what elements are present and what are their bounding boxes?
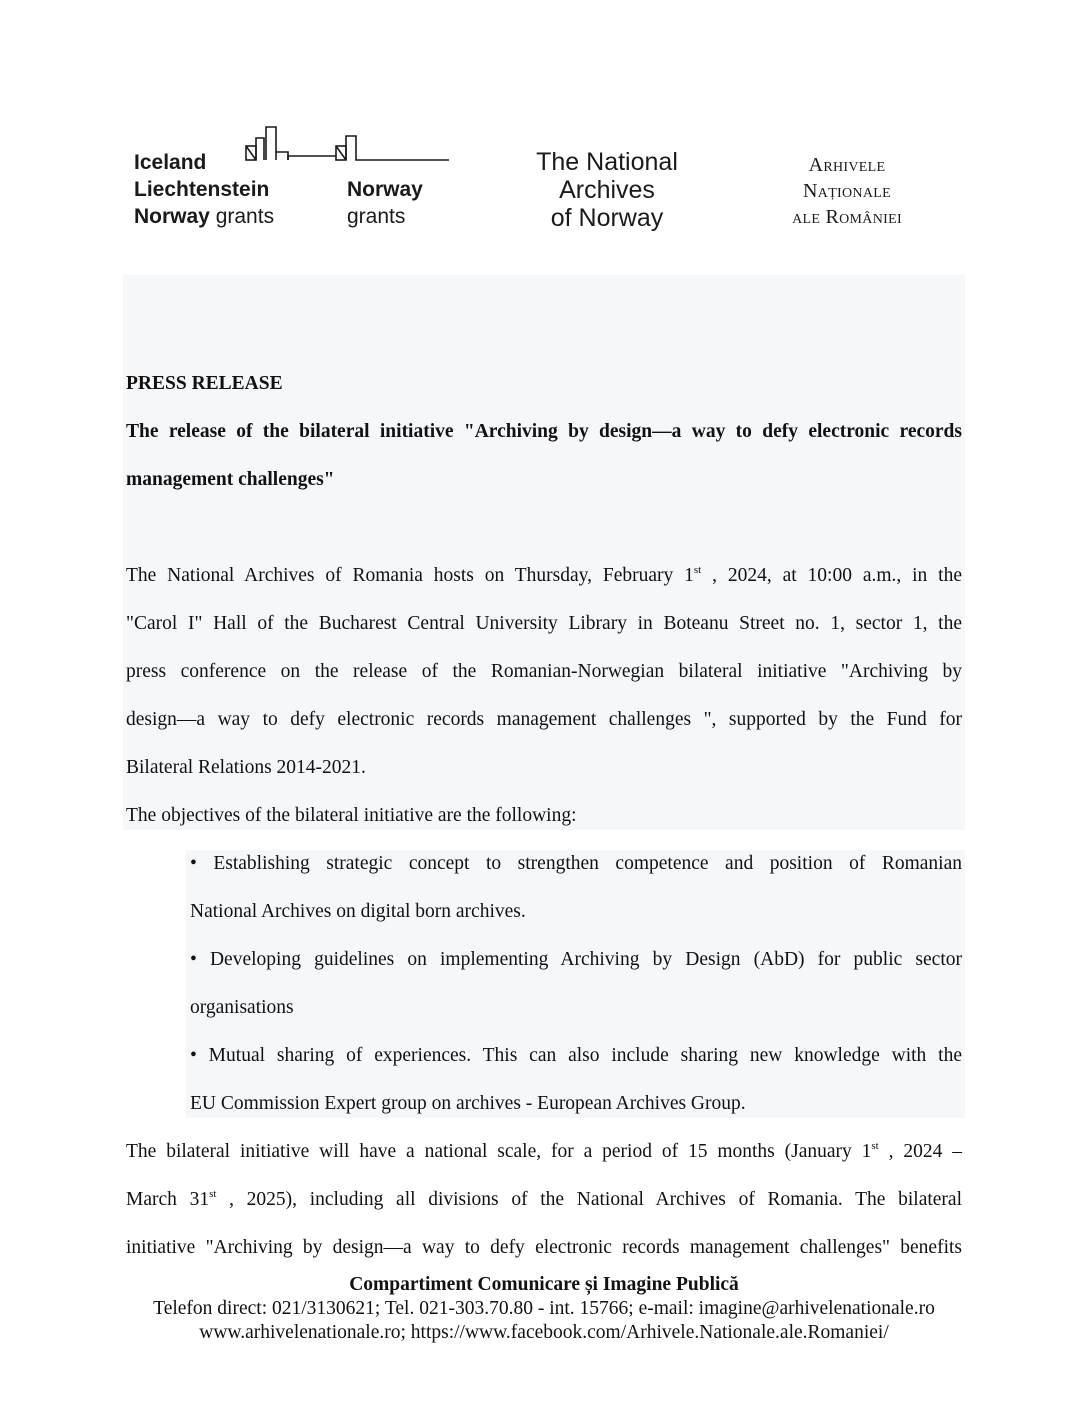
footer-links: www.arhivelenationale.ro; https://www.facebook.com/Arhivele.Nationale.ale.Romaniei/ [199, 1322, 889, 1343]
eea-norway-grants-logo [134, 122, 454, 232]
press-release-label: PRESS RELEASE [126, 373, 283, 394]
eea-logo-liechtenstein: Liechtenstein [134, 178, 270, 201]
p2-line-1: The bilateral initiative will have a national scale, for a period of 15 months (January 1st , 2024 – [126, 1140, 962, 1162]
anr-logo-line-3: ale României [792, 206, 902, 228]
paragraph-scale [126, 1128, 962, 1272]
p1-line-4: design—a way to defy electronic records management challenges ", supported by the Fund for [126, 709, 962, 730]
release-title-line-2: management challenges" [126, 469, 335, 490]
eea-grants-building-icon [244, 124, 454, 164]
eea-logo-iceland: Iceland [134, 151, 207, 174]
list-item: • Establishing strategic concept to strengthen competence and position of Romanian National Archives on digital born archives. [190, 853, 962, 922]
norway-grants-logo-grants: grants [347, 205, 406, 228]
list-item: • Developing guidelines on implementing Archiving by Design (AbD) for public sector organisations [190, 949, 962, 1018]
release-title-line-1: The release of the bilateral initiative "Archiving by design—a way to defy electronic records [126, 421, 962, 442]
national-archives-norway-logo [522, 148, 692, 232]
eea-logo-norway-grants: Norway grants [134, 205, 275, 228]
p2-line-2: March 31st , 2025), including all divisions of the National Archives of Romania. The bilateral [126, 1188, 962, 1210]
p1-line-3: press conference on the release of the Romanian-Norwegian bilateral initiative "Archiving by [126, 661, 962, 682]
footer-department: Compartiment Comunicare și Imagine Publică [349, 1274, 739, 1295]
paragraph-intro [126, 552, 962, 840]
nan-logo-line-3: of Norway [550, 204, 664, 232]
p1-line-1: The National Archives of Romania hosts on Thursday, February 1st , 2024, at 10:00 a.m., in the [126, 564, 962, 586]
nan-logo-line-2: Archives [559, 176, 655, 204]
anr-logo-line-1: Arhivele [808, 154, 886, 176]
arhivele-nationale-logo [760, 152, 934, 230]
objectives-intro: The objectives of the bilateral initiative are the following: [126, 805, 577, 826]
footer-contact: Telefon direct: 021/3130621; Tel. 021-303.70.80 - int. 15766; e-mail: imagine@arhivelenationale.ro [153, 1298, 935, 1319]
page-footer [0, 1273, 1088, 1345]
list-item: • Mutual sharing of experiences. This can also include sharing new knowledge with the EU Commission Expert group on archives - European Archives Group. [190, 1045, 962, 1114]
p1-line-2: "Carol I" Hall of the Bucharest Central University Library in Boteanu Street no. 1, sector 1, the [126, 613, 962, 634]
objectives-list [190, 840, 962, 1128]
p2-line-3: initiative "Archiving by design—a way to defy electronic records management challenges" benefits [126, 1237, 962, 1258]
norway-grants-logo-norway: Norway [347, 178, 423, 201]
p1-line-5: Bilateral Relations 2014-2021. [126, 757, 366, 778]
nan-logo-line-1: The National [536, 148, 678, 176]
anr-logo-line-2: Naționale [803, 180, 891, 202]
